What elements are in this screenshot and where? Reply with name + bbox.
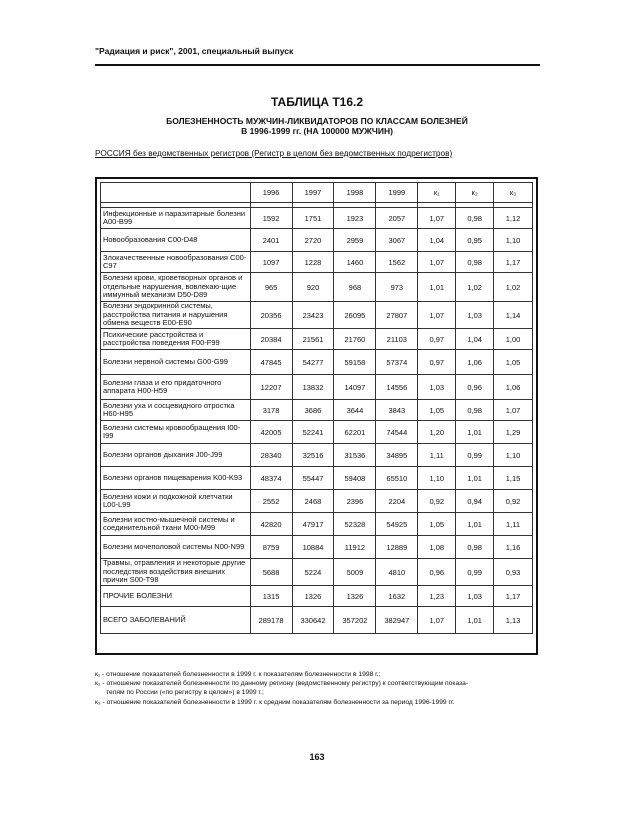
- subtitle-line-1: БОЛЕЗНЕННОСТЬ МУЖЧИН-ЛИКВИДАТОРОВ ПО КЛАССАМ БОЛЕЗНЕЙ: [166, 116, 468, 126]
- footnote-k2-continued: телям по России («по регистру в целом») в 1999 г.;: [106, 689, 264, 697]
- row-label: Болезни системы кровообращения I00-I99: [101, 421, 251, 444]
- row-value: 1326: [292, 586, 334, 607]
- table-row: [101, 444, 533, 467]
- row-value: 8759: [250, 536, 292, 559]
- row-value: 2204: [376, 490, 418, 513]
- row-value: 27807: [376, 302, 418, 329]
- row-value: 0,98: [456, 400, 494, 421]
- row-label: Болезни мочеполовой системы N00-N99: [101, 536, 251, 559]
- table-row: [101, 302, 533, 329]
- row-value: 1,10: [418, 467, 456, 490]
- journal-header: "Радиация и риск", 2001, специальный выпуск: [95, 46, 294, 56]
- row-value: 0,97: [418, 329, 456, 350]
- row-value: 0,98: [456, 252, 494, 273]
- footnote-k1: к₁ - отношение показателей болезненности в 1999 г. к показателям болезненности в 1998 г.;: [95, 671, 381, 678]
- row-label: Болезни уха и сосцевидного отростка H60-H95: [101, 400, 251, 421]
- row-value: 54277: [292, 350, 334, 375]
- table-row: [101, 273, 533, 302]
- row-value: 0,97: [418, 350, 456, 375]
- row-value: 31536: [334, 444, 376, 467]
- row-value: 1,02: [494, 273, 533, 302]
- table-frame: [95, 177, 538, 655]
- row-value: 3686: [292, 400, 334, 421]
- table-row: [101, 607, 533, 634]
- row-value: 1,02: [456, 273, 494, 302]
- row-value: 57374: [376, 350, 418, 375]
- row-value: 0,92: [418, 490, 456, 513]
- row-value: 12889: [376, 536, 418, 559]
- header-label-cell: [101, 183, 251, 203]
- row-value: 289178: [250, 607, 292, 634]
- subtitle-line-2: В 1996-1999 гг. (НА 100000 МУЖЧИН): [241, 126, 393, 136]
- row-value: 1326: [334, 586, 376, 607]
- row-value: 47845: [250, 350, 292, 375]
- row-value: 52328: [334, 513, 376, 536]
- footnotes: [95, 670, 540, 707]
- row-value: 1,01: [418, 273, 456, 302]
- row-value: 14097: [334, 375, 376, 400]
- row-value: 1,01: [456, 467, 494, 490]
- row-label: Болезни нервной системы G00-G99: [101, 350, 251, 375]
- row-label: Болезни кожи и подкожной клетчатки L00-L99: [101, 490, 251, 513]
- row-value: 62201: [334, 421, 376, 444]
- page-number: 163: [309, 752, 325, 762]
- row-value: 1,17: [494, 252, 533, 273]
- row-value: 1,07: [418, 208, 456, 229]
- row-value: 28340: [250, 444, 292, 467]
- row-value: 26095: [334, 302, 376, 329]
- header-cell: к₃: [494, 183, 533, 203]
- row-value: 1,07: [418, 252, 456, 273]
- row-value: 42005: [250, 421, 292, 444]
- row-value: 1,07: [418, 607, 456, 634]
- row-value: 0,99: [456, 559, 494, 586]
- header-cell: 1996: [250, 183, 292, 203]
- row-value: 1315: [250, 586, 292, 607]
- row-value: 0,94: [456, 490, 494, 513]
- row-value: 4810: [376, 559, 418, 586]
- row-value: 5224: [292, 559, 334, 586]
- row-value: 3644: [334, 400, 376, 421]
- row-value: 1,11: [418, 444, 456, 467]
- row-value: 20356: [250, 302, 292, 329]
- row-value: 382947: [376, 607, 418, 634]
- region-caption: РОССИЯ без ведомственных регистров (Регистр в целом без ведомственных подрегистров): [95, 148, 453, 158]
- row-label: ПРОЧИЕ БОЛЕЗНИ: [101, 586, 251, 607]
- table-title: ТАБЛИЦА Т16.2: [270, 95, 364, 109]
- row-value: 21760: [334, 329, 376, 350]
- table-header-row: [101, 183, 533, 203]
- row-value: 21103: [376, 329, 418, 350]
- row-label: Болезни крови, кроветворных органов и отдельные нарушения, вовлекаю-щие иммунный механизм D50-D89: [101, 273, 251, 302]
- row-label: Новообразования C00-D48: [101, 229, 251, 252]
- table-row: [101, 490, 533, 513]
- row-value: 965: [250, 273, 292, 302]
- header-cell: 1997: [292, 183, 334, 203]
- row-value: 2720: [292, 229, 334, 252]
- table-row: [101, 559, 533, 586]
- row-value: 973: [376, 273, 418, 302]
- row-value: 3178: [250, 400, 292, 421]
- row-value: 5009: [334, 559, 376, 586]
- footnote-k2: к₂ - отношение показателей болезненности по данному региону (ведомственному регистру) к соответствующим показа-: [95, 680, 469, 688]
- row-value: 48374: [250, 467, 292, 490]
- table-row: [101, 350, 533, 375]
- header-cell: 1998: [334, 183, 376, 203]
- row-value: 74544: [376, 421, 418, 444]
- row-value: 1,12: [494, 208, 533, 229]
- row-value: 0,95: [456, 229, 494, 252]
- row-value: 330642: [292, 607, 334, 634]
- row-value: 0,93: [494, 559, 533, 586]
- row-value: 0,92: [494, 490, 533, 513]
- row-value: 59408: [334, 467, 376, 490]
- row-value: 1,00: [494, 329, 533, 350]
- row-value: 1592: [250, 208, 292, 229]
- row-value: 2057: [376, 208, 418, 229]
- row-value: 11912: [334, 536, 376, 559]
- row-value: 12207: [250, 375, 292, 400]
- footnote-k3: к₃ - отношение показателей болезненности в 1999 г. к средним показателям болезненности за период 1996-1999 гг.: [95, 698, 455, 706]
- row-label: Психические расстройства и расстройства поведения F00-F99: [101, 329, 251, 350]
- row-label: Болезни костно-мышечной системы и соединительной ткани M00-M99: [101, 513, 251, 536]
- table-row: [101, 467, 533, 490]
- row-value: 1,05: [418, 513, 456, 536]
- row-value: 2959: [334, 229, 376, 252]
- table-row: [101, 329, 533, 350]
- table-row: [101, 421, 533, 444]
- row-value: 1923: [334, 208, 376, 229]
- row-value: 1751: [292, 208, 334, 229]
- table-row: [101, 252, 533, 273]
- row-value: 1,10: [494, 444, 533, 467]
- row-value: 2396: [334, 490, 376, 513]
- header-cell: к₁: [418, 183, 456, 203]
- table-row: [101, 229, 533, 252]
- row-value: 0,98: [456, 208, 494, 229]
- row-value: 3067: [376, 229, 418, 252]
- row-value: 59158: [334, 350, 376, 375]
- row-label: Болезни органов пищеварения K00-K93: [101, 467, 251, 490]
- row-value: 5688: [250, 559, 292, 586]
- header-cell: 1999: [376, 183, 418, 203]
- table-row: [101, 536, 533, 559]
- header-rule: [95, 64, 540, 66]
- row-value: 54925: [376, 513, 418, 536]
- row-value: 0,96: [418, 559, 456, 586]
- row-label: Инфекционные и паразитарные болезни A00-B99: [101, 208, 251, 229]
- row-value: 14556: [376, 375, 418, 400]
- row-value: 968: [334, 273, 376, 302]
- row-value: 3843: [376, 400, 418, 421]
- row-value: 47917: [292, 513, 334, 536]
- row-value: 1632: [376, 586, 418, 607]
- row-label: Злокачественные новообразования C00-C97: [101, 252, 251, 273]
- row-value: 1097: [250, 252, 292, 273]
- row-value: 1228: [292, 252, 334, 273]
- row-value: 1,23: [418, 586, 456, 607]
- row-value: 2468: [292, 490, 334, 513]
- row-value: 1,13: [494, 607, 533, 634]
- row-value: 1,01: [456, 421, 494, 444]
- row-value: 13832: [292, 375, 334, 400]
- row-value: 1,07: [418, 302, 456, 329]
- row-value: 1,05: [494, 350, 533, 375]
- row-value: 1,05: [418, 400, 456, 421]
- row-value: 357202: [334, 607, 376, 634]
- row-value: 920: [292, 273, 334, 302]
- row-value: 23423: [292, 302, 334, 329]
- row-value: 1562: [376, 252, 418, 273]
- row-value: 1,03: [456, 586, 494, 607]
- row-value: 0,99: [456, 444, 494, 467]
- row-value: 52241: [292, 421, 334, 444]
- row-value: 42820: [250, 513, 292, 536]
- header-cell: к₂: [456, 183, 494, 203]
- row-value: 1,16: [494, 536, 533, 559]
- row-value: 1460: [334, 252, 376, 273]
- row-value: 2401: [250, 229, 292, 252]
- row-value: 34895: [376, 444, 418, 467]
- table-row: [101, 208, 533, 229]
- row-value: 1,17: [494, 586, 533, 607]
- row-value: 1,06: [494, 375, 533, 400]
- row-value: 1,07: [494, 400, 533, 421]
- table-row: [101, 375, 533, 400]
- row-value: 1,15: [494, 467, 533, 490]
- row-value: 1,11: [494, 513, 533, 536]
- table-row: [101, 586, 533, 607]
- table-row: [101, 400, 533, 421]
- table-subtitle: [0, 116, 634, 136]
- row-value: 1,01: [456, 607, 494, 634]
- row-value: 1,04: [418, 229, 456, 252]
- row-value: 55447: [292, 467, 334, 490]
- row-value: 1,03: [418, 375, 456, 400]
- row-value: 20384: [250, 329, 292, 350]
- row-value: 1,04: [456, 329, 494, 350]
- row-label: Травмы, отравления и некоторые другие последствия воздействия внешних причин S00-T98: [101, 559, 251, 586]
- row-value: 0,98: [456, 536, 494, 559]
- row-value: 1,29: [494, 421, 533, 444]
- row-value: 1,14: [494, 302, 533, 329]
- row-value: 1,10: [494, 229, 533, 252]
- row-value: 1,01: [456, 513, 494, 536]
- row-label: ВСЕГО ЗАБОЛЕВАНИЙ: [101, 607, 251, 634]
- row-label: Болезни глаза и его придаточного аппарата H00-H59: [101, 375, 251, 400]
- row-value: 2552: [250, 490, 292, 513]
- morbidity-table: [100, 182, 533, 634]
- table-row: [101, 513, 533, 536]
- row-label: Болезни органов дыхания J00-J99: [101, 444, 251, 467]
- row-value: 65510: [376, 467, 418, 490]
- row-value: 21561: [292, 329, 334, 350]
- row-value: 1,08: [418, 536, 456, 559]
- row-value: 10884: [292, 536, 334, 559]
- row-value: 32516: [292, 444, 334, 467]
- row-value: 0,96: [456, 375, 494, 400]
- row-value: 1,20: [418, 421, 456, 444]
- table-body: [101, 203, 533, 634]
- row-value: 1,03: [456, 302, 494, 329]
- row-label: Болезни эндокринной системы, расстройства питания и нарушения обмена веществ E00-E90: [101, 302, 251, 329]
- row-value: 1,06: [456, 350, 494, 375]
